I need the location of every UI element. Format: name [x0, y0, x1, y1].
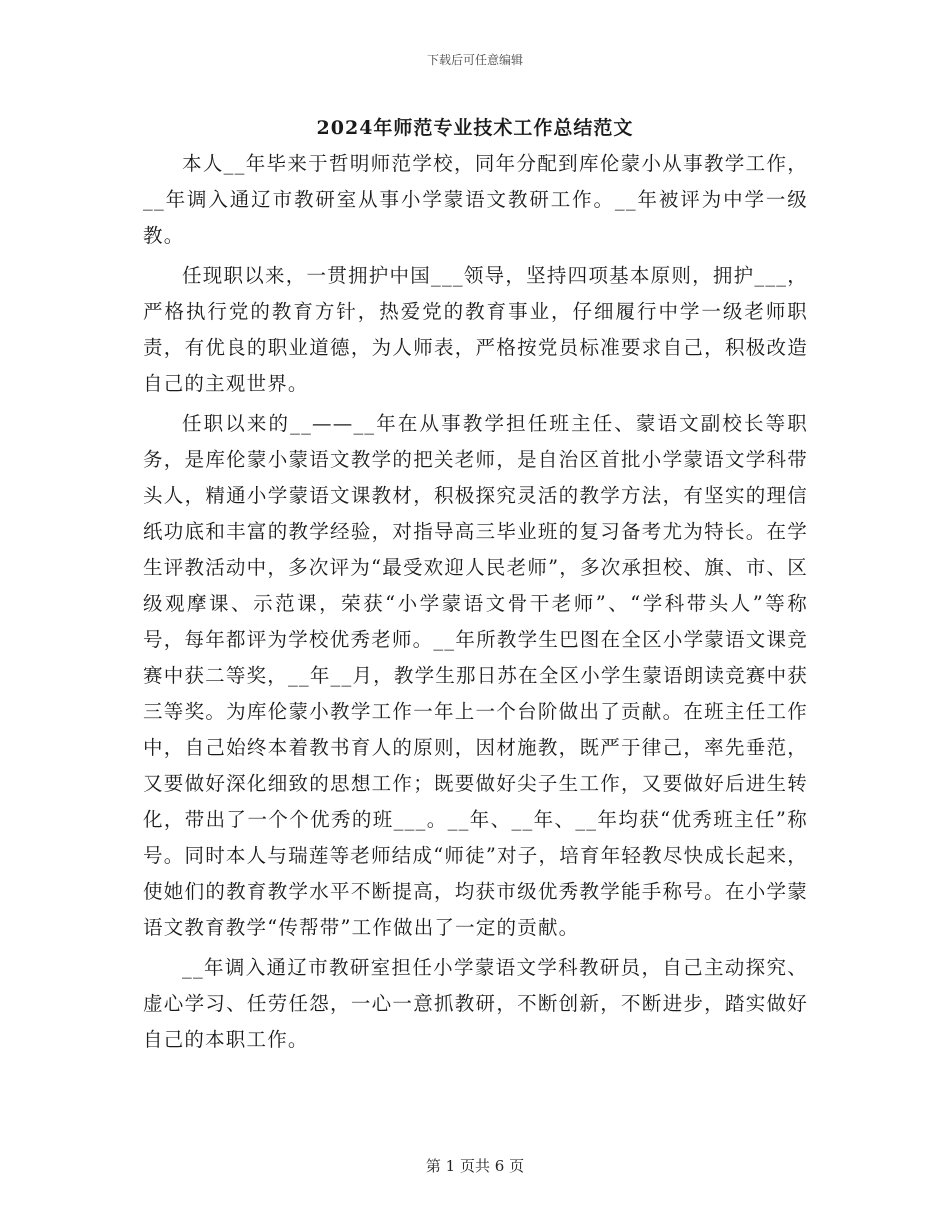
page-number-footer: 第 1 页共 6 页: [425, 1157, 525, 1175]
paragraph-1: 本人__年毕来于哲明师范学校，同年分配到库伦蒙小从事教学工作，__年调入通辽市教研室从事小学蒙语文教研工作。__年被评为中学一级教。: [143, 152, 808, 247]
paragraph-2: 任现职以来，一贯拥护中国___领导，坚持四项基本原则，拥护___，严格执行党的教育方针，热爱党的教育事业，仔细履行中学一级老师职责，有优良的职业道德，为人师表，严格按党员标准要求自己，积极改造自己的主观世界。: [143, 264, 808, 395]
page-header-note: 下载后可任意编辑: [426, 53, 523, 67]
paragraph-4: __年调入通辽市教研室担任小学蒙语文学科教研员，自己主动探究、虚心学习、任劳任怨，一心一意抓教研，不断创新，不断进步，踏实做好自己的本职工作。: [143, 956, 808, 1051]
document-title: 2024年师范专业技术工作总结范文: [316, 117, 634, 139]
document-body: [143, 146, 808, 1062]
paragraph-3: 任职以来的__——__年在从事教学担任班主任、蒙语文副校长等职务，是库伦蒙小蒙语文教学的把关老师，是自治区首批小学蒙语文学科带头人，精通小学蒙语文课教材，积极探究灵活的教学方法，有坚实的理信纸功底和丰富的教学经验，对指导高三毕业班的复习备考尤为特长。在学生评教活动中，多次评为“最受欢迎人民老师”，多次承担校、旗、市、区级观摩课、示范课，荣获“小学蒙语文骨干老师”、“学科带头人”等称号，每年都评为学校优秀老师。__年所教学生巴图在全区小学蒙语文课竞赛中获二等奖，__年__月，教学生那日苏在全区小学生蒙语朗读竞赛中获三等奖。为库伦蒙小教学工作一年上一个台阶做出了贡献。在班主任工作中，自己始终本着教书育人的原则，因材施教，既严于律己，率先垂范，又要做好深化细致的思想工作；既要做好尖子生工作，又要做好后进生转化，带出了一个个优秀的班___。__年、__年、__年均获“优秀班主任”称号。同时本人与瑞莲等老师结成“师徒”对子，培育年轻教尽快成长起来，使她们的教育教学水平不断提高，均获市级优秀教学能手称号。在小学蒙语文教育教学“传帮带”工作做出了一定的贡献。: [143, 412, 808, 939]
